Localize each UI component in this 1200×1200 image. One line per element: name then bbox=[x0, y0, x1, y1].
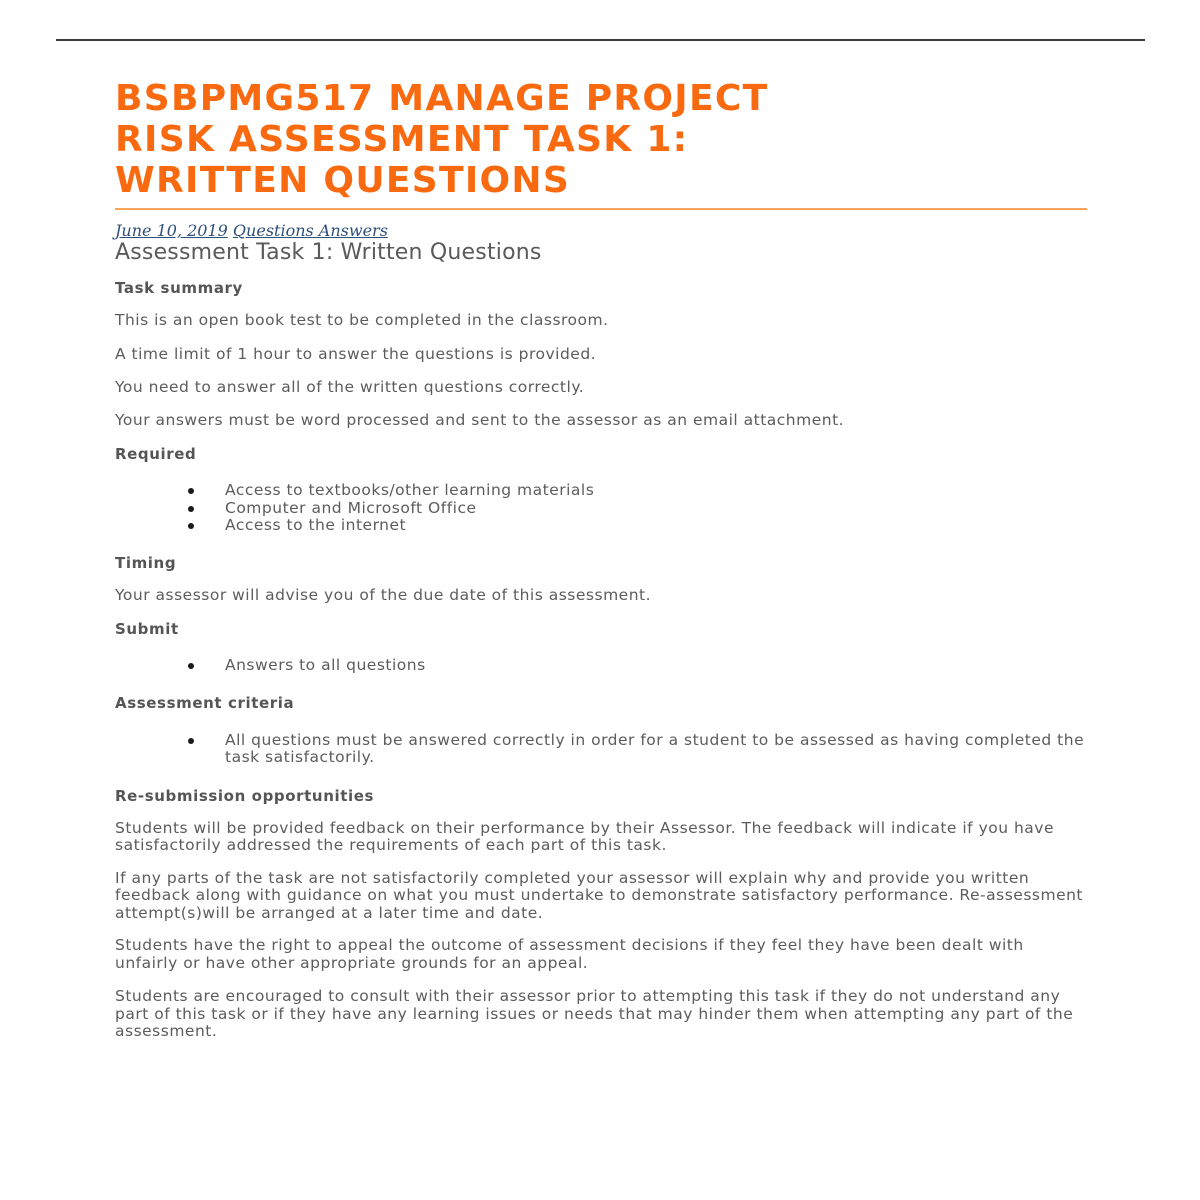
task-summary-paragraph: A time limit of 1 hour to answer the questions is provided. bbox=[115, 344, 597, 363]
assessment-heading: Assessment Task 1: Written Questions bbox=[115, 240, 542, 265]
task-summary-paragraph: You need to answer all of the written questions correctly. bbox=[115, 378, 585, 396]
bullet-icon bbox=[188, 738, 194, 744]
list-item bbox=[115, 517, 1087, 535]
timing-label: Timing bbox=[115, 553, 177, 572]
bullet-icon bbox=[188, 506, 194, 512]
resubmission-paragraph: If any parts of the task are not satisfactorily completed your assessor will explain why and provide you written feedback along with guidance on what you must undertake to demonstrate satisfactory performance. Re-assessment attempt(s)will be arranged at a later time and date. bbox=[115, 868, 1084, 922]
title-line-3: WRITTEN QUESTIONS bbox=[115, 160, 571, 201]
list-item bbox=[115, 500, 1087, 518]
list-item-text: Computer and Microsoft Office bbox=[225, 498, 477, 517]
timing-paragraph: Your assessor will advise you of the due date of this assessment. bbox=[115, 585, 652, 604]
required-label: Required bbox=[115, 445, 197, 463]
criteria-label: Assessment criteria bbox=[115, 693, 295, 712]
article-content bbox=[115, 78, 1087, 1041]
bullet-icon bbox=[188, 488, 194, 494]
required-list bbox=[115, 482, 1087, 535]
list-item-text: Access to textbooks/other learning materials bbox=[225, 481, 595, 499]
task-summary-paragraph: This is an open book test to be completed in the classroom. bbox=[115, 311, 609, 329]
submit-label: Submit bbox=[115, 620, 179, 638]
post-date-link[interactable]: June 10, 2019 bbox=[115, 221, 228, 240]
submit-list bbox=[115, 657, 1087, 675]
page-title bbox=[115, 78, 1087, 210]
list-item-text: Access to the internet bbox=[225, 516, 407, 534]
post-meta bbox=[115, 221, 1087, 240]
list-item-text: All questions must be answered correctly in order for a student to be assessed as having completed the task satisfactorily. bbox=[225, 730, 1085, 766]
task-summary-paragraph: Your answers must be word processed and sent to the assessor as an email attachment. bbox=[115, 410, 845, 429]
list-item bbox=[115, 482, 1087, 500]
criteria-list bbox=[115, 732, 1087, 767]
task-summary-label: Task summary bbox=[115, 279, 243, 297]
bullet-icon bbox=[188, 523, 194, 529]
post-category-link[interactable]: Questions Answers bbox=[232, 221, 388, 240]
list-item bbox=[115, 732, 1087, 767]
title-line-2: RISK ASSESSMENT TASK 1: bbox=[115, 119, 689, 160]
resubmission-paragraph: Students have the right to appeal the outcome of assessment decisions if they feel they have been dealt with unfairly or have other appropriate grounds for an appeal. bbox=[115, 936, 1024, 972]
resubmission-label: Re-submission opportunities bbox=[115, 786, 375, 805]
resubmission-paragraph: Students will be provided feedback on their performance by their Assessor. The feedback will indicate if you have satisfactorily addressed the requirements of each part of this task. bbox=[115, 818, 1055, 854]
bullet-icon bbox=[188, 663, 194, 669]
list-item bbox=[115, 657, 1087, 675]
resubmission-paragraph: Students are encouraged to consult with their assessor prior to attempting this task if they do not understand any part of this task or if they have any learning issues or needs that may hinder them when attempting any part of the assessment. bbox=[115, 987, 1074, 1040]
list-item-text: Answers to all questions bbox=[225, 656, 426, 674]
top-divider bbox=[56, 39, 1145, 41]
title-line-1: BSBPMG517 MANAGE PROJECT bbox=[115, 78, 769, 119]
